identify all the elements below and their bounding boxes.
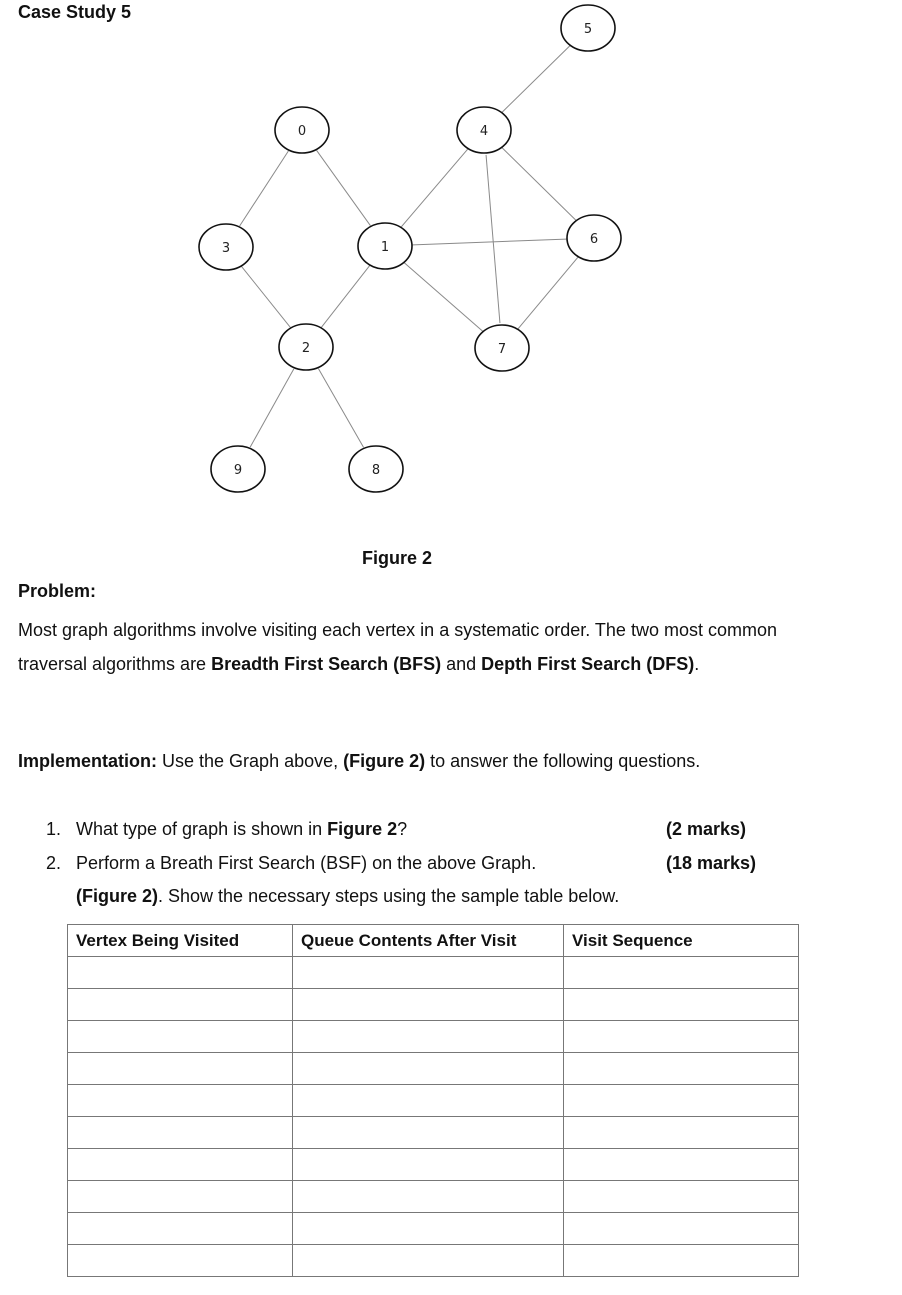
- graph-edge-1-7: [404, 262, 483, 331]
- graph-node-label-4: 4: [479, 124, 489, 139]
- bfs-sample-table: [67, 924, 799, 1277]
- table-cell: [293, 1085, 564, 1117]
- table-cell: [68, 957, 293, 989]
- problem-text: Most graph algorithms involve visiting each vertex in a systematic order. The two most common traversal algorithms are Breadth First Search (BFS) and Depth First Search (DFS).: [18, 620, 777, 674]
- graph-node-9: [211, 446, 265, 492]
- question-2-number: 2.: [46, 853, 62, 873]
- table-cell: [293, 1021, 564, 1053]
- figure-caption: Figure 2: [362, 548, 433, 568]
- implementation-label: Implementation:: [18, 751, 158, 771]
- table-row: [68, 1213, 799, 1245]
- graph-nodes: [199, 5, 621, 492]
- table-cell: [564, 1053, 799, 1085]
- graph-edge-1-4: [401, 149, 468, 227]
- graph-node-7: [475, 325, 529, 371]
- table-row: [68, 1117, 799, 1149]
- table-cell: [293, 1149, 564, 1181]
- dfs-term: Depth First Search (DFS): [481, 653, 695, 674]
- table-cell: [293, 989, 564, 1021]
- graph-node-2: [279, 324, 333, 370]
- table-row: [68, 1149, 799, 1181]
- table-row: [68, 1085, 799, 1117]
- table-cell: [68, 1149, 293, 1181]
- header-queue-contents: Queue Contents After Visit: [293, 925, 564, 957]
- table-cell: [68, 1117, 293, 1149]
- graph-node-3: [199, 224, 253, 270]
- table-cell: [564, 1117, 799, 1149]
- question-2-text: Perform a Breath First Search (BSF) on the above Graph.: [76, 853, 537, 873]
- graph-node-8: [349, 446, 403, 492]
- table-row: [68, 1245, 799, 1277]
- table-header-row: [68, 925, 799, 957]
- header-visit-sequence: Visit Sequence: [564, 925, 799, 957]
- graph-edge-3-2: [242, 267, 291, 328]
- question-2-continuation: (Figure 2). Show the necessary steps using the sample table below.: [76, 886, 620, 906]
- table-cell: [68, 1085, 293, 1117]
- table-cell: [68, 989, 293, 1021]
- question-2-marks: (18 marks): [666, 853, 757, 873]
- table-cell: [293, 1181, 564, 1213]
- graph-node-label-1: 1: [380, 240, 390, 255]
- graph-node-label-2: 2: [301, 341, 311, 356]
- table-cell: [293, 957, 564, 989]
- graph-edge-0-3: [240, 151, 289, 226]
- graph-node-5: [561, 5, 615, 51]
- question-1-number: 1.: [46, 819, 62, 839]
- question-1-text: What type of graph is shown in Figure 2?: [76, 819, 408, 839]
- graph-figure: [0, 0, 902, 530]
- table-cell: [564, 1149, 799, 1181]
- graph-node-label-3: 3: [221, 241, 231, 256]
- table-body: [68, 957, 799, 1277]
- implementation-text: Implementation: Use the Graph above, (Figure 2) to answer the following questions.: [18, 751, 701, 771]
- graph-edge-6-7: [518, 257, 578, 329]
- problem-heading: Problem:: [18, 581, 97, 601]
- graph-edge-4-5: [502, 46, 570, 113]
- table-cell: [564, 989, 799, 1021]
- graph-node-label-5: 5: [583, 22, 593, 37]
- table-cell: [564, 957, 799, 989]
- table-row: [68, 1021, 799, 1053]
- graph-node-label-0: 0: [297, 124, 307, 139]
- table-cell: [293, 1053, 564, 1085]
- graph-edge-2-9: [250, 369, 294, 447]
- table-cell: [68, 1021, 293, 1053]
- table-cell: [68, 1181, 293, 1213]
- graph-node-6: [567, 215, 621, 261]
- graph-edge-1-2: [321, 266, 369, 328]
- graph-edge-0-1: [317, 150, 371, 225]
- table-cell: [293, 1117, 564, 1149]
- graph-node-1: [358, 223, 412, 269]
- table-row: [68, 1181, 799, 1213]
- graph-node-4: [457, 107, 511, 153]
- graph-edge-4-7: [486, 155, 500, 323]
- table-cell: [564, 1245, 799, 1277]
- table-row: [68, 989, 799, 1021]
- graph-node-label-8: 8: [371, 463, 381, 478]
- graph-edge-1-6: [410, 239, 569, 245]
- graph-node-label-7: 7: [497, 342, 507, 357]
- graph-edge-2-8: [318, 369, 363, 448]
- graph-edge-4-6: [502, 148, 576, 221]
- table-cell: [68, 1213, 293, 1245]
- table-cell: [293, 1245, 564, 1277]
- table-cell: [564, 1213, 799, 1245]
- case-study-title: Case Study 5: [18, 2, 132, 22]
- bfs-term: Breadth First Search (BFS): [211, 653, 442, 674]
- graph-node-0: [275, 107, 329, 153]
- question-1-marks: (2 marks): [666, 819, 747, 839]
- table-row: [68, 957, 799, 989]
- table-cell: [564, 1085, 799, 1117]
- table-cell: [293, 1213, 564, 1245]
- table-row: [68, 1053, 799, 1085]
- table-cell: [68, 1245, 293, 1277]
- header-vertex-being-visited: Vertex Being Visited: [68, 925, 293, 957]
- table-cell: [68, 1053, 293, 1085]
- graph-node-label-9: 9: [233, 463, 243, 478]
- table-cell: [564, 1181, 799, 1213]
- graph-node-label-6: 6: [589, 232, 599, 247]
- table-cell: [564, 1021, 799, 1053]
